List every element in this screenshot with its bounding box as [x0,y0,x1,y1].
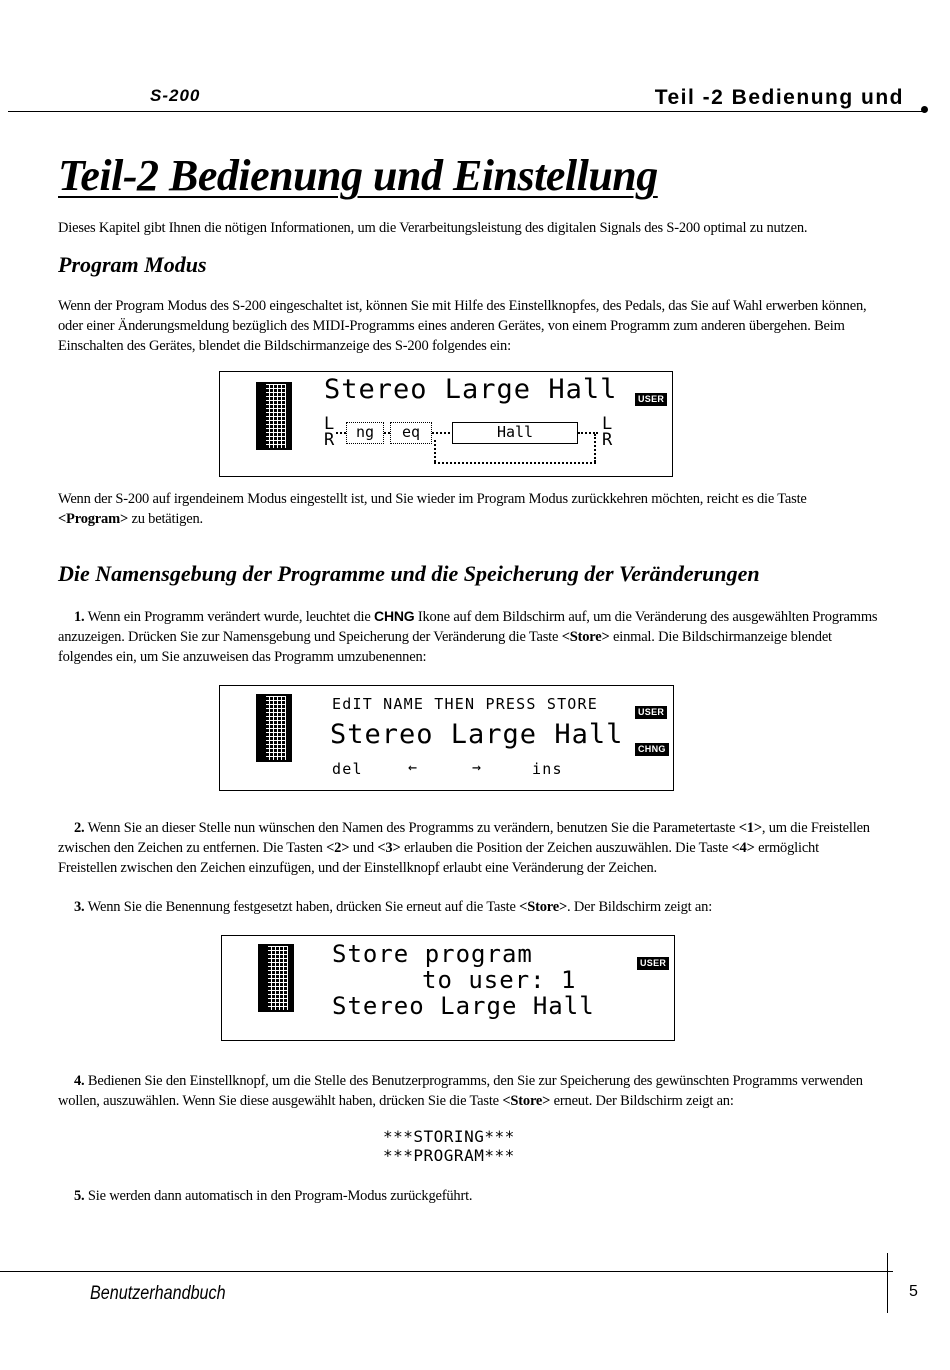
step-1-paragraph: 1. Wenn ein Programm verändert wurde, leuchtet die CHNG Ikone auf dem Bildschirm auf, um die Veränderung des ausgewählten Programms anzuzeigen. Drücken Sie zur Namensgebung und Speicherung der Veränderung die Taste <Store> einmal. Die Bildschirmanzeige blendet folgendes ein, um Sie anzuweisen das Programm umzubenennen: [58,608,878,665]
footer-rule [0,1271,893,1272]
output-left-label: L [602,414,613,434]
step-5-paragraph: 5. Sie werden dann automatisch in den Program-Modus zurückgeführt. [74,1188,473,1204]
lcd-display-edit-name [219,685,674,791]
input-right-label: R [324,430,335,450]
header-model: S-200 [150,86,201,105]
cursor-left-arrow: ← [408,758,418,776]
page-number: 5 [909,1283,918,1300]
header-rule [8,111,926,112]
intro-paragraph: Dieses Kapitel gibt Ihnen die nötigen Informationen, um die Verarbeitungsleistung des digitalen Signals des S-200 optimal zu nutzen. [58,220,808,236]
program-number-block [256,694,292,762]
page-title: Teil-2 Bedienung und Einstellung [58,151,658,200]
lcd-store-line3: Stereo Large Hall [332,992,595,1020]
program-number-block [256,382,292,450]
delete-function-label: del [332,760,363,778]
lcd-program-name: Stereo Large Hall [324,374,618,405]
program-number [258,944,294,1012]
store-key: <Store> [502,1093,551,1109]
noise-gate-block: ng [346,422,384,444]
program-key: <Program> [58,511,129,527]
bypass-line [434,440,436,462]
section-heading-program-modus: Program Modus [58,252,207,277]
chng-badge: CHNG [638,744,666,754]
lcd-store-line1: Store program [332,940,533,968]
program-number [256,694,292,762]
signal-line [432,432,450,434]
storing-message-line1: ***STORING*** [383,1127,515,1146]
step-4-paragraph: 4. Bedienen Sie den Einstellknopf, um die Stelle des Benutzerprogramms, den Sie zur Speicherung des gewünschten Programms verwenden wollen, auszuwählen. Wenn Sie diese ausgewählt haben, drücken Sie die Taste <Store> erneut. Der Bildschirm zeigt an: [58,1073,863,1109]
header-dot [921,106,928,113]
input-left-label: L [324,414,335,434]
program-modus-paragraph: Wenn der Program Modus des S-200 eingeschaltet ist, können Sie mit Hilfe des Einstellknopfes, des Pedals, das Sie auf Wahl erwerben können, oder einer Änderungsmeldung bezüglich des MIDI-Programms eines anderen Gerätes, von einem Programm zum anderen übergehen. Beim Einschalten des Gerätes, blendet die Bildschirmanzeige des S-200 folgendes ein: [58,298,867,354]
program-number [256,382,292,450]
output-right-label: R [602,430,613,450]
lcd-store-line2: to user: 1 [422,966,577,994]
user-badge: USER [638,707,665,717]
program-number-block [258,944,294,1012]
user-badge: USER [640,958,667,968]
lcd-program-name: Stereo Large Hall [330,719,624,750]
insert-function-label: ins [532,760,563,778]
signal-line [336,432,346,434]
lcd-display-program [219,371,673,477]
cursor-right-arrow: → [472,758,482,776]
footer-manual-title: Benutzerhandbuch [90,1283,226,1304]
store-key: <Store> [519,899,568,915]
hall-block: Hall [452,422,578,444]
storing-message-line2: ***PROGRAM*** [383,1146,515,1165]
step-3-paragraph: 3. Wenn Sie die Benennung festgesetzt haben, drücken Sie erneut auf die Taste <Store>. Der Bildschirm zeigt an: [74,899,713,915]
program-return-paragraph: Wenn der S-200 auf irgendeinem Modus eingestellt ist, und Sie wieder im Program Modus zurückkehren möchten, reicht es die Taste <Program> zu betätigen. [58,491,807,527]
chng-icon-label: CHNG [374,608,415,624]
user-badge: USER [638,394,665,404]
header-chapter: Teil -2 Bedienung und [654,86,904,109]
section-heading-namensgebung: Die Namensgebung der Programme und die Speicherung der Veränderungen [58,561,760,586]
bypass-line [594,434,596,462]
lcd-instruction-line: EdIT NAME THEN PRESS STORE [332,695,598,713]
eq-block: eq [390,422,432,444]
store-key: <Store> [561,629,610,645]
bypass-line [434,462,596,464]
step-2-paragraph: 2. Wenn Sie an dieser Stelle nun wünschen den Namen des Programms zu verändern, benutzen Sie die Parametertaste <1>, um die Freistellen zwischen den Zeichen zu entfernen. Die Tasten <2> und <3> erlauben die Position der Zeichen auszuwählen. Die Taste <4> ermöglicht Freistellen zwischen den Zeichen einzufügen, und der Einstellknopf erlaubt eine Veränderung der Zeichen. [58,820,870,876]
footer-divider [887,1253,888,1313]
lcd-display-store [221,935,675,1041]
